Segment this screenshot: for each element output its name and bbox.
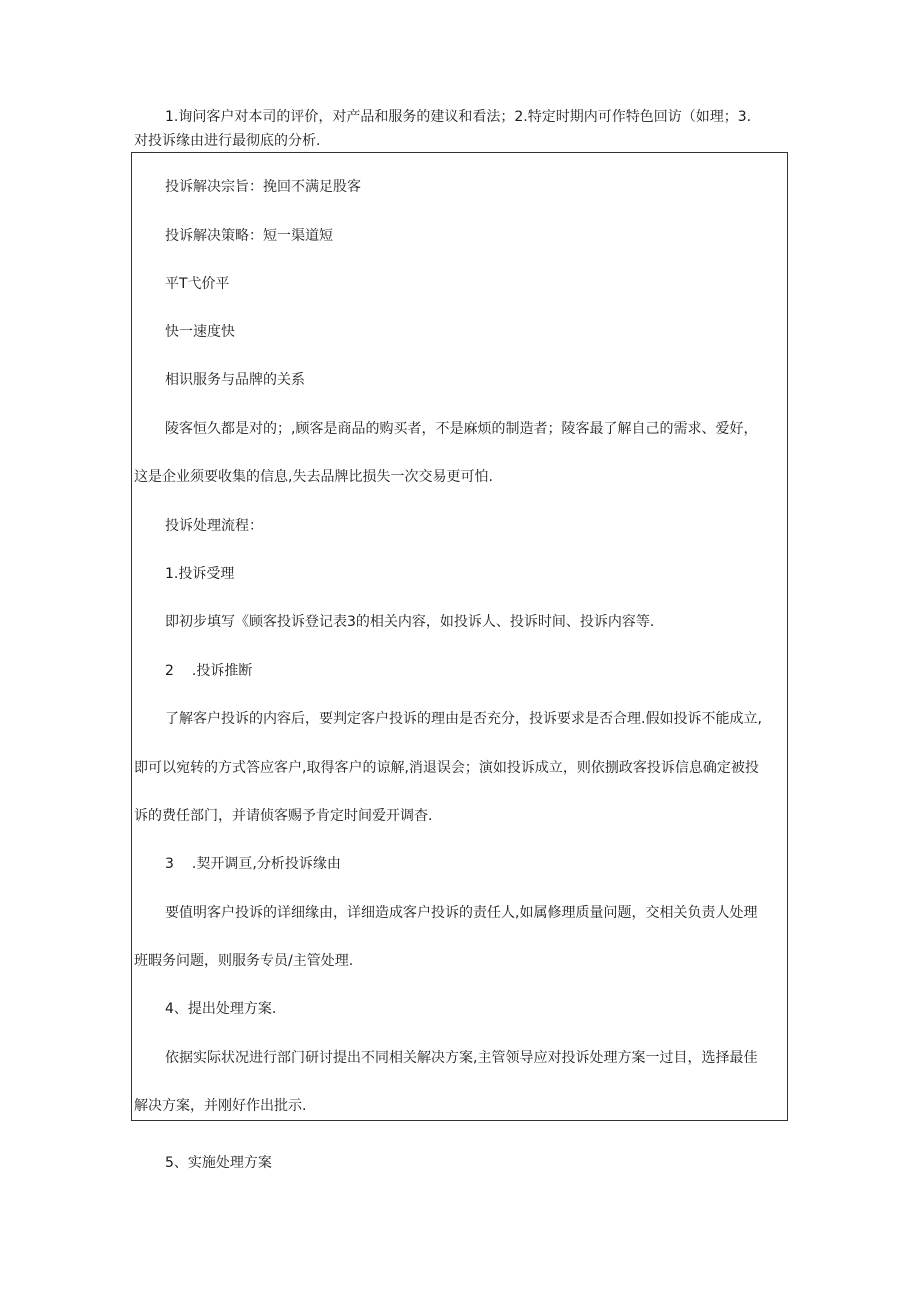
step4-title: 4、提出处理方案.: [165, 1001, 277, 1017]
step3-number: 3: [165, 856, 174, 872]
step3-line-1: 要值明客户投诉的详细缘由，详细造成客户投诉的责任人,如属修理质量问题，交相关负责人处理: [165, 905, 758, 921]
step1-title: 1.投诉受理: [165, 566, 235, 582]
price-line: 平T弋价平: [165, 276, 230, 292]
intro-line-2: 对投诉缘由进行最彻底的分析.: [134, 133, 321, 149]
flow-title: 投诉处理流程：: [165, 518, 263, 534]
intro-line-1: 1.询问客户对本司的评价，对产品和服务的建议和看法；2.特定时期内可作特色回访（如理；3.: [165, 109, 752, 125]
step3-line-2: 班暇务问题，则服务专员/主管处理.: [134, 953, 354, 969]
content-box: [131, 152, 788, 1121]
customer-para-line-2: 这是企业须要收集的信息,失去品牌比损失一次交易更可怕.: [134, 469, 493, 485]
step2-line-2: 即可以宛转的方式答应客户,取得客户的谅解,消退误会；演如投诉成立，则依捌政客投诉信息确定被投: [134, 760, 759, 776]
customer-para-line-1: 陵客恒久都是对的；,顾客是商品的购买者，不是麻烦的制造者；陵客最了解自己的需求、爱好，: [165, 421, 758, 437]
step2-number: 2: [165, 663, 174, 679]
brand-relation-heading: 相识服务与品牌的关系: [165, 372, 305, 388]
step3-heading: [165, 854, 341, 874]
step4-line-2: 解决方案，并刚好作出批示.: [134, 1098, 307, 1114]
purpose-line: 投诉解决宗旨：挽回不满足股客: [165, 179, 361, 195]
step2-title: .投诉推断: [191, 663, 253, 679]
step2-heading: [165, 661, 252, 681]
speed-line: 快一速度快: [165, 324, 235, 340]
step2-line-3: 诉的费任部门，并请侦客赐予肯定时间爱开调杳.: [134, 808, 433, 824]
step3-title: .契开调亘,分析投诉缘由: [191, 856, 341, 872]
step2-line-1: 了解客户投诉的内容后，要判定客户投诉的理由是否充分，投诉要求是否合理.假如投诉不能成立,: [165, 711, 762, 727]
step5-title: 5、实施处理方案: [165, 1155, 272, 1171]
step4-line-1: 依据实际状况进行部门研讨提出不同相关解决方案,主管领导应对投诉处理方案一过目，选择最佳: [165, 1050, 758, 1066]
step1-body: 即初步填写《顾客投诉登记表3的相关内容，如投诉人、投诉时间、投诉内容等.: [165, 614, 655, 630]
strategy-line: 投诉解决策略：短一渠道短: [165, 228, 333, 244]
